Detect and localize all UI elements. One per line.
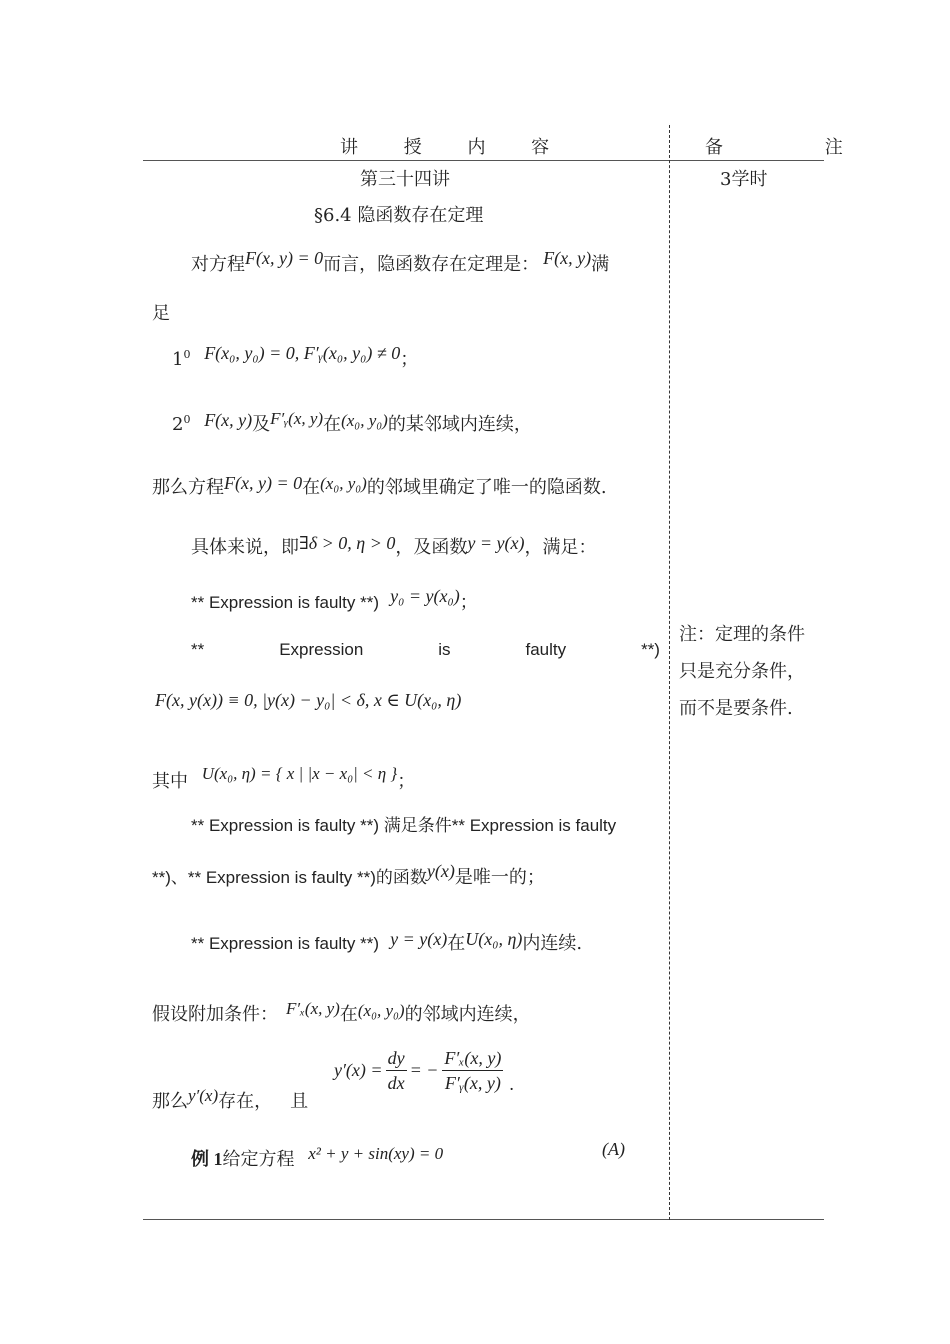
- faulty-line-2-c: is: [438, 640, 451, 659]
- frac-1-den: dx: [387, 1073, 405, 1093]
- faulty-line-4-at: 在: [447, 933, 466, 954]
- then-math1: F(x, y) = 0: [224, 473, 303, 493]
- example-math: x² + y + sin(xy) = 0: [308, 1144, 444, 1163]
- lecture-hours: 3学时: [720, 169, 768, 190]
- faulty-expression-3b: **)、** Expression is faulty **)的函数: [152, 868, 427, 887]
- faulty-line-3a: [191, 811, 616, 836]
- identity-formula: F(x, y(x)) ≡ 0, |y(x) − y₀| < δ, x ∈ U(x₀, η): [155, 690, 462, 710]
- conclusion-mid: 存在，: [218, 1091, 273, 1112]
- frac-1-num: dy: [386, 1046, 407, 1071]
- conclusion-math1: y′(x): [188, 1086, 219, 1105]
- frac-eq: = −: [409, 1060, 439, 1080]
- faulty-line-1: [191, 588, 478, 614]
- faulty-expression-3a: ** Expression is faulty **) 满足条件** Expression is faulty: [191, 816, 617, 835]
- example-text: 给定方程: [222, 1149, 295, 1170]
- condition-2-math2: F′ᵧ(x, y): [270, 409, 324, 428]
- condition-2-at: 在: [323, 414, 342, 435]
- intro-mid: 而言，隐函数存在定理是：: [323, 254, 540, 275]
- condition-2-end: 的某邻域内连续，: [387, 414, 532, 435]
- then-pre: 那么方程: [152, 477, 224, 498]
- note-line-1: 注：定理的条件: [679, 624, 805, 645]
- equation-tag: (A): [602, 1139, 625, 1159]
- faulty-line-3b: [152, 863, 545, 889]
- faulty-expression-1: ** Expression is faulty **): [191, 593, 380, 612]
- faulty-line-4-math2: U(x₀, η): [465, 929, 523, 949]
- conclusion-line: [152, 1087, 308, 1113]
- where-end: ；: [397, 771, 416, 792]
- frac-lhs: y′(x) =: [334, 1060, 383, 1080]
- main-column-header: 讲 授 内 容: [340, 137, 570, 158]
- specifically-line: [191, 533, 596, 559]
- lecture-title: 第三十四讲: [360, 169, 450, 190]
- column-divider: [669, 125, 670, 1220]
- then-line: [152, 473, 607, 499]
- then-at: 在: [302, 477, 321, 498]
- intro-continued: 足: [152, 303, 170, 324]
- condition-1-math: F(x₀, y₀) = 0, F′ᵧ(x₀, y₀) ≠ 0: [204, 343, 401, 363]
- condition-2-math3: (x₀, y₀): [341, 411, 388, 430]
- eq-F2: F(x, y): [543, 248, 592, 268]
- section-title: §6.4 隐函数存在定理: [314, 205, 484, 226]
- eq-F: F(x, y) = 0: [245, 248, 324, 268]
- where-line: [152, 764, 416, 793]
- note-line-2: 只是充分条件，: [679, 661, 805, 682]
- then-math2: (x₀, y₀): [320, 474, 367, 493]
- condition-1-number: 1: [172, 349, 184, 370]
- spec-mid: ，及函数: [395, 537, 468, 558]
- assume-end: 的邻域内连续，: [404, 1004, 531, 1025]
- bottom-rule: [143, 1219, 824, 1220]
- intro-line: [191, 250, 609, 276]
- condition-2: [172, 410, 532, 436]
- faulty-line-2: [191, 640, 660, 660]
- assume-pre: 假设附加条件：: [152, 1004, 278, 1025]
- derivative-formula: [334, 1046, 514, 1095]
- conclusion-end: .: [509, 1074, 514, 1094]
- faulty-line-4: [191, 929, 582, 955]
- note-column-header: 备 注: [705, 137, 891, 158]
- assume-line: [152, 1000, 531, 1026]
- condition-1-end: ；: [400, 349, 419, 370]
- conclusion-pre: 那么: [152, 1091, 188, 1112]
- faulty-line-3-math: y(x): [426, 861, 455, 881]
- faulty-line-2-e: **): [641, 640, 660, 659]
- faulty-line-2-a: **: [191, 640, 205, 659]
- example-line: [191, 1145, 443, 1171]
- frac-2-num: F′ₓ(x, y): [442, 1046, 503, 1071]
- spec-end: ，满足：: [524, 537, 597, 558]
- spec-math2: y = y(x): [467, 533, 525, 553]
- spec-math1: ∃δ > 0, η > 0: [299, 533, 396, 553]
- condition-1-sup: 0: [183, 348, 191, 361]
- note-line-3: 而不是要条件.: [679, 698, 793, 719]
- frac-2-den: F′ᵧ(x, y): [444, 1073, 501, 1093]
- example-label: 例 1: [191, 1149, 223, 1169]
- assume-at: 在: [339, 1004, 358, 1025]
- faulty-line-3-end: 是唯一的；: [454, 867, 545, 888]
- faulty-line-2-b: Expression: [279, 640, 364, 659]
- condition-2-math1: F(x, y): [204, 410, 253, 430]
- where-math: U(x₀, η) = { x | |x − x₀| < η }: [201, 764, 398, 783]
- intro-end: 满: [591, 254, 610, 275]
- assume-math1: F′ₓ(x, y): [286, 999, 340, 1018]
- faulty-line-4-math1: y = y(x): [390, 929, 448, 949]
- condition-1: [172, 345, 418, 371]
- header-rule: [143, 160, 824, 161]
- frac-1: [386, 1046, 407, 1095]
- frac-2: [442, 1046, 503, 1095]
- conclusion-and: 且: [290, 1091, 309, 1112]
- faulty-expression-4: ** Expression is faulty **): [191, 934, 380, 953]
- faulty-line-2-d: faulty: [525, 640, 567, 659]
- intro-pre: 对方程: [191, 254, 245, 275]
- faulty-line-1-end: ；: [459, 592, 478, 613]
- where-pre: 其中: [152, 771, 188, 792]
- assume-math2: (x₀, y₀): [357, 1001, 405, 1020]
- condition-2-number: 2: [172, 414, 184, 435]
- faulty-line-4-end: 内连续.: [522, 933, 583, 954]
- condition-2-and: 及: [252, 414, 271, 435]
- faulty-line-1-math: y₀ = y(x₀): [390, 586, 460, 606]
- condition-2-sup: 0: [183, 413, 191, 426]
- spec-pre: 具体来说，即: [191, 537, 299, 558]
- then-end: 的邻域里确定了唯一的隐函数.: [366, 477, 607, 498]
